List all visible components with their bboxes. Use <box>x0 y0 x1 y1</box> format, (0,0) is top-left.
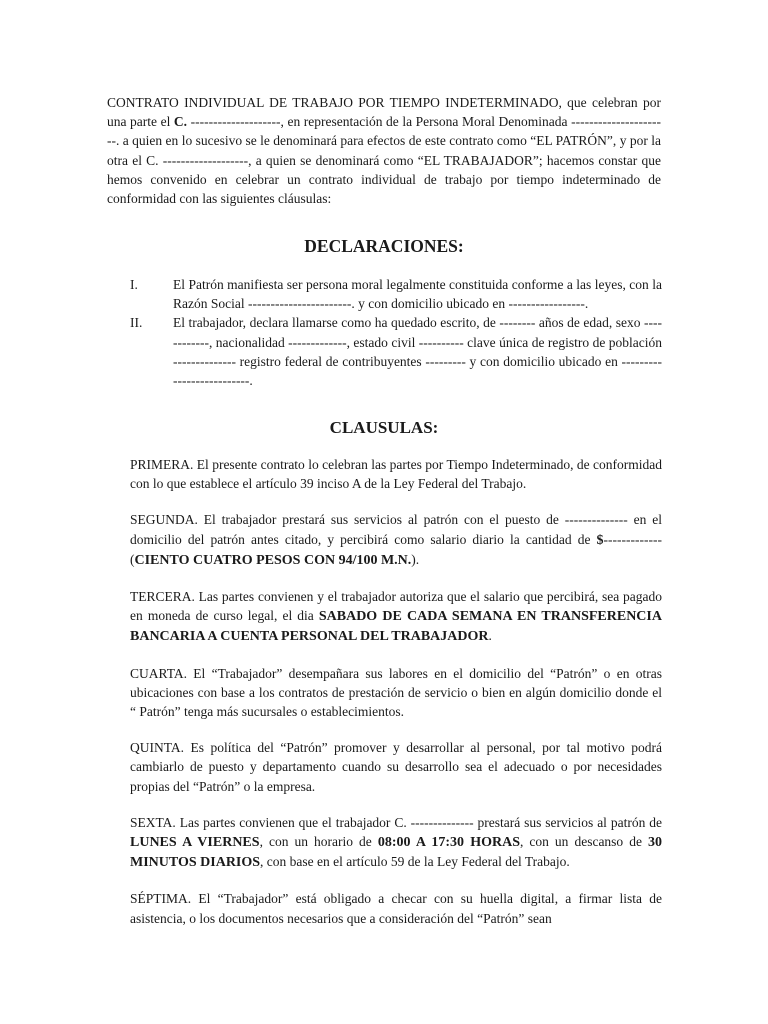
declaraciones-heading: DECLARACIONES: <box>304 236 464 256</box>
declaracion-item <box>130 275 662 313</box>
clausula-sexta <box>130 813 662 873</box>
declaracion-text: El Patrón manifiesta ser persona moral legalmente constituida conforme a las leyes, con la Razón Social -----------------------. y con domicilio ubicado en -----------------. <box>173 277 662 312</box>
clausulas-heading-suffix: : <box>432 418 439 437</box>
tercera-text-2: . <box>488 628 492 644</box>
clausula-segunda <box>130 510 662 570</box>
sexta-text-4: , con base en el artículo 59 de la Ley Federal del Trabajo. <box>260 854 570 870</box>
segunda-bold-2: CIENTO CUATRO PESOS CON 94/100 M.N. <box>134 552 412 568</box>
declaraciones-list <box>130 275 662 390</box>
segunda-text-3: ). <box>411 551 420 567</box>
segunda-text-1: SEGUNDA. El trabajador prestará sus servicios al patrón con el puesto de -------------- en el domicilio del patrón antes citado, y percibirá como salario diario la cantidad de <box>130 512 662 547</box>
declaracion-item <box>130 313 662 390</box>
tercera-text-1: TERCERA. Las partes convienen y el trabajador autoriza que el salario que percibirá, sea pagado en moneda de curso legal, el dia <box>130 589 662 624</box>
declaracion-text: El trabajador, declara llamarse como ha quedado escrito, de -------- años de edad, sexo ------------, nacionalidad -------------, estado civil ---------- clave única de registro de población -------------- registro federal de contribuyentes --------- y con domicilio ubicado en --------------------------. <box>173 315 662 389</box>
clausulas-list <box>130 455 662 945</box>
clausula-septima: SÉPTIMA. El “Trabajador” está obligado a checar con su huella digital, a firmar lista de asistencia, o los documentos necesarios que a consideración del “Patrón” sean <box>130 891 662 926</box>
declaracion-number: I. <box>130 277 138 292</box>
intro-text-2: --------------------, en representación de la Persona Moral Denominada ----------------------. a quien en lo sucesivo se le denominará para efectos de este contrato como “EL PATRÓN”, y por la otra el C. -------------------, a quien se denominará como “EL TRABAJADOR”; hacemos constar que hemos convenido en celebrar un contrato individual de trabajo por tiempo indeterminado de conformidad con las siguientes cláusulas: <box>107 114 661 207</box>
segunda-text-2: ------------- ( <box>130 531 662 567</box>
clausulas-heading <box>0 418 768 438</box>
clausula-quinta: QUINTA. Es política del “Patrón” promover y desarrollar al personal, por tal motivo podrá cambiarlo de puesto y departamento cuando su desarrollo sea el adecuado o por necesidades propias del “Patrón” o la empresa. <box>130 740 662 794</box>
clausula-primera: PRIMERA. El presente contrato lo celebran las partes por Tiempo Indeterminado, de conformidad con lo que establece el artículo 39 inciso A de la Ley Federal del Trabajo. <box>130 457 662 492</box>
sexta-bold-3: 30 MINUTOS DIARIOS <box>130 835 662 871</box>
segunda-bold-1: $ <box>596 532 604 548</box>
intro-c-label: C. <box>173 114 188 130</box>
clausulas-heading-text: CLAUSULAS <box>329 418 433 437</box>
sexta-bold-1: LUNES A VIERNES <box>130 835 260 851</box>
clausula-cuarta: CUARTA. El “Trabajador” desempañara sus labores en el domicilio del “Patrón” o en otras ubicaciones con base a los contratos de prestación de servicio o bien en algún domicilio donde el “ Patrón” tenga más sucursales o establecimientos. <box>130 665 662 720</box>
sexta-text-3: , con un descanso de <box>519 834 648 850</box>
clausula-tercera <box>130 587 662 647</box>
intro-paragraph <box>107 93 661 208</box>
tercera-bold-1: SABADO DE CADA SEMANA EN TRANSFERENCIA BANCARIA A CUENTA PERSONAL DEL TRABAJADOR <box>130 609 662 645</box>
sexta-bold-2: 08:00 A 17:30 HORAS <box>377 835 520 851</box>
declaracion-number: II. <box>130 315 143 331</box>
sexta-text-2: , con un horario de <box>259 834 378 850</box>
intro-text-1: CONTRATO INDIVIDUAL DE TRABAJO POR TIEMPO INDETERMINADO, que celebran por una parte el <box>107 95 661 130</box>
sexta-text-1: SEXTA. Las partes convienen que el trabajador C. -------------- prestará sus servicios al patrón de <box>130 814 662 830</box>
